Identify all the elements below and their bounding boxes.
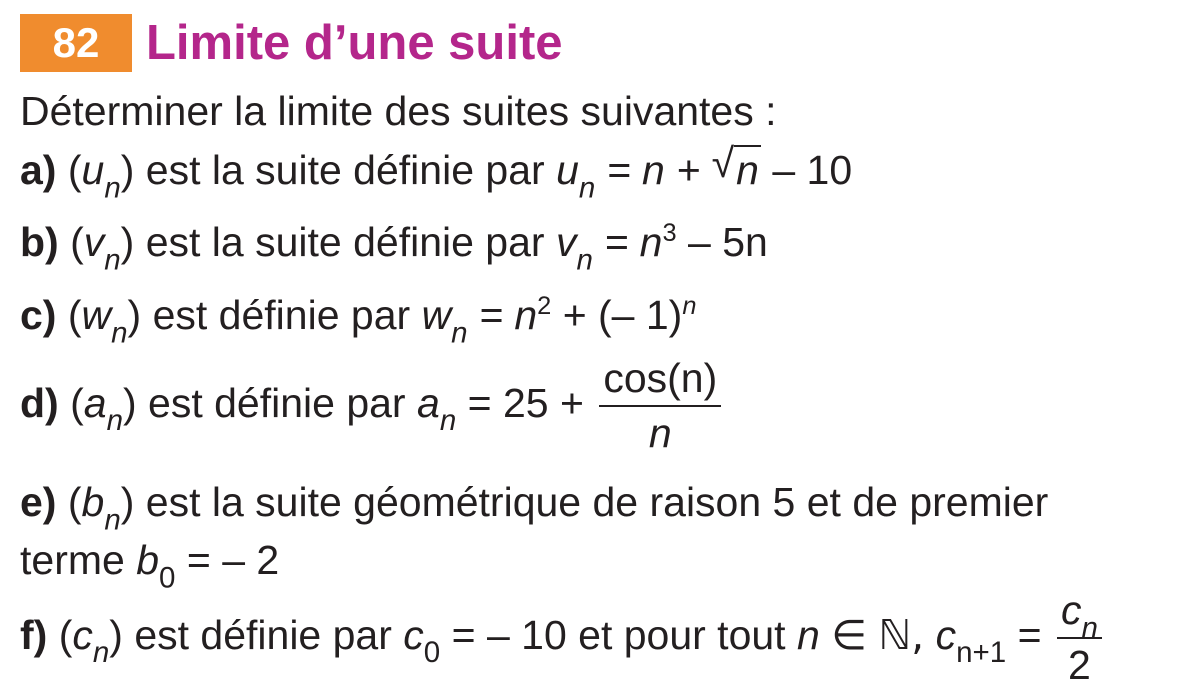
square-root	[711, 140, 761, 193]
formula-part: =	[1017, 611, 1042, 658]
seq-symbol: c	[935, 611, 957, 658]
seq-index: 0	[423, 636, 441, 670]
fraction	[599, 355, 721, 456]
exponent: 3	[662, 218, 677, 247]
item-d: d) $(a_n)$ est définie par $a_n = 25$ + $\frac{\cos(n)}{n}$	[20, 358, 725, 454]
fraction	[1057, 587, 1102, 688]
item-text: est définie par	[134, 611, 392, 658]
formula-part: = – 10 et pour tout	[451, 611, 786, 658]
formula-part: – 5n	[688, 219, 768, 265]
formula-part: = – 2	[186, 537, 280, 583]
radicand: n	[736, 147, 759, 193]
seq-symbol: u	[556, 147, 579, 193]
formula-part: = n	[479, 292, 538, 338]
formula-part: – 10	[772, 147, 853, 193]
seq-symbol: c	[72, 611, 93, 658]
exercise-number-badge: 82	[20, 14, 132, 72]
seq-index: n	[1081, 611, 1098, 645]
item-text: est la suite définie par	[145, 219, 545, 265]
item-text: est la suite géométrique de raison 5 et de premier	[145, 479, 1049, 525]
seq-symbol: w	[421, 292, 452, 338]
item-text: est définie par	[148, 379, 406, 426]
item-f: f) $(c_n)$ est définie par $c_0$ = – 10 et pour tout n ∈ ℕ, $c_{n+1}$ = $\frac{c_n}{2}$	[20, 590, 1106, 686]
seq-index: n	[451, 316, 468, 350]
fraction-denominator: n	[648, 410, 672, 456]
seq-symbol: v	[83, 219, 105, 265]
seq-symbol: w	[81, 292, 112, 338]
fraction-denominator: 2	[1068, 642, 1091, 688]
fraction-numerator: cos(n)	[599, 358, 721, 407]
exercise-title: Limite d’une suite	[146, 16, 563, 70]
item-c: c) $(w_n)$ est définie par $w_n = n^2$ + (– 1)$^n$	[20, 291, 697, 350]
seq-symbol: c	[1060, 587, 1082, 633]
seq-symbol: a	[83, 379, 107, 426]
seq-index: 0	[159, 561, 176, 595]
formula-part: = 25 +	[467, 379, 584, 426]
seq-symbol: c	[403, 611, 424, 658]
item-label: c)	[20, 292, 57, 338]
item-text: est définie par	[152, 292, 411, 338]
seq-index: n	[106, 404, 123, 438]
radical-sign: √	[711, 140, 735, 187]
item-text: terme	[20, 537, 125, 583]
seq-index: n	[104, 503, 121, 537]
fraction-numerator	[1057, 587, 1102, 645]
seq-index: n	[92, 636, 110, 670]
seq-symbol: a	[417, 379, 440, 426]
item-e-continued	[20, 537, 280, 595]
item-label: e)	[20, 479, 57, 525]
seq-symbol: b	[81, 479, 105, 525]
item-label: b)	[20, 219, 59, 265]
exercise-intro: Déterminer la limite des suites suivantes :	[20, 88, 777, 134]
seq-index: n	[576, 243, 593, 277]
item-text: est la suite définie par	[145, 147, 545, 193]
naturals-symbol: ℕ,	[878, 610, 925, 659]
seq-index: n	[578, 171, 596, 205]
item-label: a)	[20, 147, 57, 193]
seq-symbol: u	[81, 147, 105, 193]
formula-part: n	[796, 611, 820, 658]
item-label: f)	[20, 611, 48, 658]
exponent: n	[682, 291, 697, 320]
seq-symbol: b	[136, 537, 160, 583]
item-label: d)	[20, 379, 59, 426]
seq-symbol: v	[555, 219, 577, 265]
element-of-symbol: ∈	[831, 611, 867, 658]
formula-part: + (– 1)	[562, 292, 683, 338]
formula-part: = n +	[606, 147, 701, 193]
seq-index: n	[439, 404, 457, 438]
formula-part: = n	[604, 219, 663, 265]
item-e: e) $(b_n)$ est la suite géométrique de raison 5 et de premier	[20, 479, 1049, 537]
seq-index: n+1	[956, 636, 1007, 670]
exponent: 2	[537, 291, 552, 320]
item-a: a) $(u_n)$ est la suite définie par $u_n = n$ + √ n – 10	[20, 140, 853, 205]
seq-index: n	[104, 243, 121, 277]
exercise-header	[20, 14, 563, 72]
seq-index: n	[104, 171, 121, 205]
item-b: b) $(v_n)$ est la suite définie par $v_n = n^3 - 5n$	[20, 218, 768, 277]
seq-index: n	[111, 316, 128, 350]
